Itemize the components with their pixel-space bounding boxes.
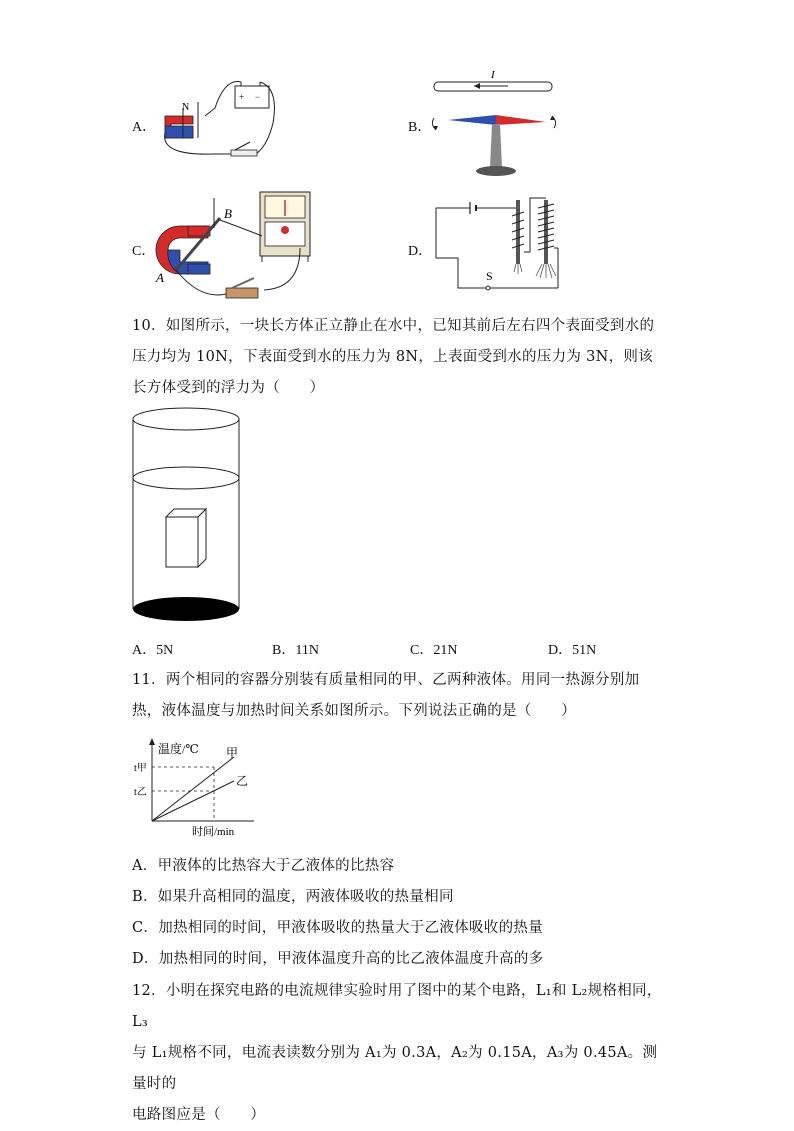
graph-xlabel: 时间/min: [192, 826, 235, 838]
option-c-figure: [150, 188, 315, 306]
question-10-figure: [130, 405, 245, 627]
question-12-line1: 小明在探究电路的电流规律实验时用了图中的某个电路，L₁和 L₂规格相同，L₃: [132, 983, 662, 1030]
q10-answer-a[interactable]: A．5N: [132, 643, 174, 658]
graph-ylabel: 温度/℃: [158, 742, 199, 756]
question-10: [132, 311, 662, 404]
point-b: B: [224, 206, 232, 221]
option-d-label[interactable]: D．: [408, 244, 433, 259]
option-d-figure: [430, 192, 565, 292]
tick-yi: t乙: [134, 787, 147, 798]
question-12-line3: 电路图应是（ ）: [132, 1107, 266, 1123]
option-a-label[interactable]: A．: [132, 120, 157, 135]
current-label: I: [491, 69, 495, 81]
point-a: A: [156, 270, 164, 285]
svg-text:−: −: [255, 92, 261, 102]
series-jia-label: 甲: [226, 746, 239, 760]
q11-choice-a[interactable]: A．甲液体的比热容大于乙液体的比热容: [132, 858, 395, 874]
question-11: [132, 665, 662, 727]
q11-choice-b[interactable]: B．如果升高相同的温度，两液体吸收的热量相同: [132, 889, 454, 905]
question-12-number: 12．: [132, 983, 166, 999]
q10-answer-b[interactable]: B．11N: [272, 643, 319, 658]
switch-label: S: [486, 269, 493, 283]
q11-choice-c[interactable]: C．加热相同的时间，甲液体吸收的热量大于乙液体吸收的热量: [132, 920, 543, 936]
svg-text:+: +: [239, 92, 245, 102]
q10-answer-c[interactable]: C．21N: [410, 643, 458, 658]
question-11-number: 11．: [132, 672, 166, 688]
q11-choice-d[interactable]: D．加热相同的时间，甲液体温度升高的比乙液体温度升高的多: [132, 951, 544, 967]
question-11-graph: [130, 735, 260, 843]
question-11-text: 两个相同的容器分别装有质量相同的甲、乙两种液体。用同一热源分别加热，液体温度与加热时间关系如图所示。下列说法正确的是（ ）: [132, 672, 640, 719]
magnet-pole-n: N: [182, 102, 190, 113]
option-b-label[interactable]: B．: [408, 120, 432, 135]
question-12-line2: 与 L₁规格不同，电流表读数分别为 A₁为 0.3A，A₂为 0.15A，A₃为 0.45A。测量时的: [132, 1045, 658, 1092]
q10-answer-d[interactable]: D．51N: [548, 643, 597, 658]
question-10-text: 如图所示，一块长方体正立静止在水中，已知其前后左右四个表面受到水的压力均为 10N，下表面受到水的压力为 8N，上表面受到水的压力为 3N，则该长方体受到的浮力为（ ）: [132, 318, 655, 396]
option-c-label[interactable]: C．: [132, 244, 156, 259]
tick-jia: t甲: [134, 763, 147, 774]
option-a-figure: [155, 78, 285, 168]
series-yi-label: 乙: [236, 774, 249, 788]
option-b-figure: [430, 64, 560, 182]
question-12: [132, 976, 672, 1131]
question-10-number: 10．: [132, 318, 166, 334]
